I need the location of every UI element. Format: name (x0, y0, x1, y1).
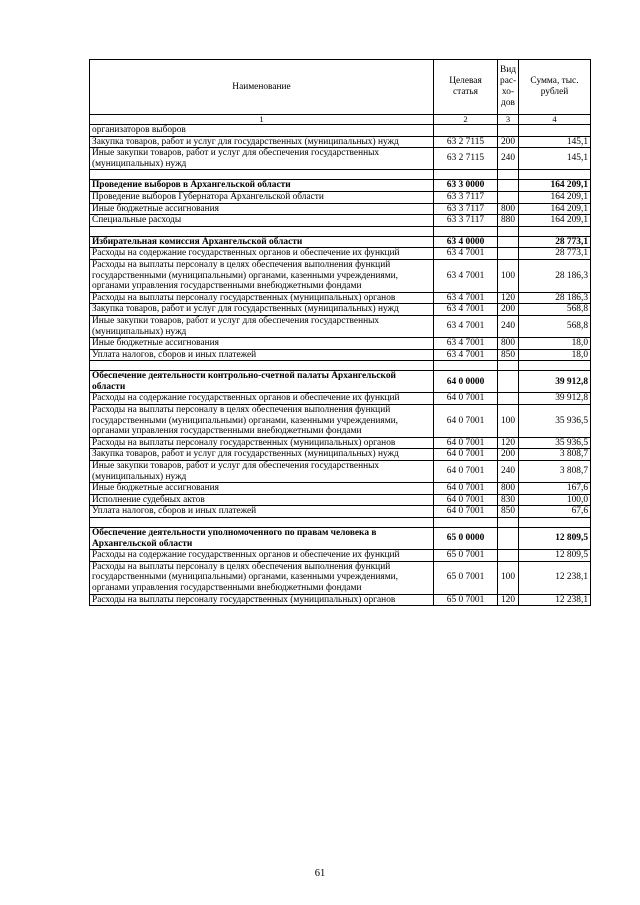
row-expense-type-cell: 200 (498, 304, 519, 316)
row-sum-cell: 167,6 (519, 483, 591, 495)
row-expense-type-cell: 200 (498, 136, 519, 148)
header-sum: Сумма, тыс. рублей (519, 60, 591, 115)
column-number: 3 (498, 115, 519, 125)
row-name-cell: Уплата налогов, сборов и иных платежей (90, 506, 434, 518)
row-name-cell: Иные бюджетные ассигнования (90, 203, 434, 215)
row-target-article-cell: 65 0 0000 (434, 528, 498, 550)
row-name-cell: Расходы на содержание государственных органов и обеспечение их функций (90, 393, 434, 405)
table-row (90, 594, 591, 606)
empty-cell (434, 226, 498, 236)
row-expense-type-cell: 240 (498, 148, 519, 170)
row-target-article-cell: 63 4 7001 (434, 259, 498, 292)
row-expense-type-cell: 100 (498, 405, 519, 438)
row-name-cell: Иные бюджетные ассигнования (90, 483, 434, 495)
row-sum-cell: 39 912,8 (519, 393, 591, 405)
row-target-article-cell: 63 2 7115 (434, 136, 498, 148)
row-expense-type-cell (498, 236, 519, 248)
row-sum-cell (519, 125, 591, 137)
row-target-article-cell: 63 3 0000 (434, 180, 498, 192)
row-name-cell: Расходы на содержание государственных органов и обеспечение их функций (90, 550, 434, 562)
row-name-cell: Расходы на выплаты персоналу государственных (муниципальных) органов (90, 437, 434, 449)
empty-cell (498, 226, 519, 236)
empty-cell (498, 518, 519, 528)
row-sum-cell: 12 238,1 (519, 561, 591, 594)
row-sum-cell: 568,8 (519, 315, 591, 337)
empty-cell (519, 226, 591, 236)
row-sum-cell: 28 186,3 (519, 259, 591, 292)
row-name-cell: Иные закупки товаров, работ и услуг для обеспечения государственных (муниципальных) нужд (90, 461, 434, 483)
row-target-article-cell: 64 0 7001 (434, 405, 498, 438)
row-expense-type-cell (498, 248, 519, 260)
table-row (90, 236, 591, 248)
row-name-cell: Проведение выборов Губернатора Архангельской области (90, 191, 434, 203)
row-name-cell: Закупка товаров, работ и услуг для государственных (муниципальных) нужд (90, 449, 434, 461)
row-target-article-cell: 63 2 7115 (434, 148, 498, 170)
empty-cell (498, 361, 519, 371)
table-row (90, 292, 591, 304)
row-name-cell: Расходы на выплаты персоналу в целях обеспечения выполнения функций государственными (муниципальными) органами, казенными учреждениями, органами управления государственными внебюджетными фондами (90, 405, 434, 438)
row-expense-type-cell (498, 371, 519, 393)
row-target-article-cell: 64 0 7001 (434, 494, 498, 506)
row-name-cell: Расходы на выплаты персоналу в целях обеспечения выполнения функций государственными (муниципальными) органами, казенными учреждениями, органами управления государственными внебюджетными фондами (90, 561, 434, 594)
row-expense-type-cell: 850 (498, 506, 519, 518)
row-target-article-cell: 63 4 7001 (434, 349, 498, 361)
empty-cell (90, 226, 434, 236)
row-target-article-cell: 63 4 7001 (434, 304, 498, 316)
row-target-article-cell: 65 0 7001 (434, 550, 498, 562)
column-number: 1 (90, 115, 434, 125)
row-sum-cell: 164 209,1 (519, 191, 591, 203)
empty-cell (498, 170, 519, 180)
table-row (90, 528, 591, 550)
table-row (90, 215, 591, 227)
table-header-row (90, 60, 591, 115)
row-sum-cell: 28 186,3 (519, 292, 591, 304)
row-expense-type-cell: 100 (498, 259, 519, 292)
header-name: Наименование (90, 60, 434, 115)
table-row (90, 561, 591, 594)
row-expense-type-cell (498, 125, 519, 137)
row-sum-cell: 164 209,1 (519, 203, 591, 215)
document-page (89, 59, 590, 606)
row-target-article-cell: 63 4 7001 (434, 315, 498, 337)
table-row (90, 125, 591, 137)
row-sum-cell: 28 773,1 (519, 236, 591, 248)
row-sum-cell: 35 936,5 (519, 437, 591, 449)
row-sum-cell: 28 773,1 (519, 248, 591, 260)
row-sum-cell: 18,0 (519, 349, 591, 361)
row-name-cell: Исполнение судебных актов (90, 494, 434, 506)
table-row (90, 461, 591, 483)
column-number: 4 (519, 115, 591, 125)
header-target-article: Целевая статья (434, 60, 498, 115)
row-expense-type-cell: 830 (498, 494, 519, 506)
row-name-cell: Иные закупки товаров, работ и услуг для обеспечения государственных (муниципальных) нужд (90, 315, 434, 337)
row-target-article-cell: 64 0 7001 (434, 437, 498, 449)
row-expense-type-cell: 880 (498, 215, 519, 227)
table-row (90, 180, 591, 192)
table-row (90, 191, 591, 203)
row-sum-cell: 39 912,8 (519, 371, 591, 393)
table-row (90, 203, 591, 215)
row-target-article-cell: 65 0 7001 (434, 594, 498, 606)
table-row (90, 449, 591, 461)
row-expense-type-cell: 200 (498, 449, 519, 461)
row-name-cell: Обеспечение деятельности контрольно-счетной палаты Архангельской области (90, 371, 434, 393)
table-body (90, 125, 591, 606)
row-sum-cell: 3 808,7 (519, 449, 591, 461)
row-sum-cell: 145,1 (519, 136, 591, 148)
row-expense-type-cell: 850 (498, 349, 519, 361)
table-row (90, 506, 591, 518)
row-sum-cell: 164 209,1 (519, 215, 591, 227)
table-row (90, 483, 591, 495)
row-sum-cell: 12 809,5 (519, 550, 591, 562)
row-name-cell: Проведение выборов в Архангельской области (90, 180, 434, 192)
table-row (90, 361, 591, 371)
row-target-article-cell (434, 125, 498, 137)
row-expense-type-cell (498, 180, 519, 192)
table-row (90, 338, 591, 350)
row-target-article-cell: 63 4 7001 (434, 338, 498, 350)
row-expense-type-cell (498, 191, 519, 203)
row-name-cell: Уплата налогов, сборов и иных платежей (90, 349, 434, 361)
table-row (90, 315, 591, 337)
row-name-cell: Расходы на выплаты персоналу государственных (муниципальных) органов (90, 292, 434, 304)
row-name-cell: Специальные расходы (90, 215, 434, 227)
empty-cell (434, 518, 498, 528)
row-sum-cell: 100,0 (519, 494, 591, 506)
row-target-article-cell: 65 0 7001 (434, 561, 498, 594)
row-sum-cell: 12 809,5 (519, 528, 591, 550)
table-row (90, 148, 591, 170)
row-sum-cell: 12 238,1 (519, 594, 591, 606)
table-row (90, 349, 591, 361)
row-target-article-cell: 64 0 0000 (434, 371, 498, 393)
table-row (90, 304, 591, 316)
row-target-article-cell: 63 3 7117 (434, 203, 498, 215)
table-row (90, 136, 591, 148)
row-name-cell: Закупка товаров, работ и услуг для государственных (муниципальных) нужд (90, 136, 434, 148)
row-name-cell: организаторов выборов (90, 125, 434, 137)
empty-cell (519, 170, 591, 180)
row-name-cell: Обеспечение деятельности уполномоченного по правам человека в Архангельской области (90, 528, 434, 550)
row-expense-type-cell: 120 (498, 292, 519, 304)
row-target-article-cell: 63 3 7117 (434, 215, 498, 227)
row-name-cell: Расходы на содержание государственных органов и обеспечение их функций (90, 248, 434, 260)
row-target-article-cell: 63 4 7001 (434, 292, 498, 304)
empty-cell (519, 518, 591, 528)
table-row (90, 518, 591, 528)
row-target-article-cell: 64 0 7001 (434, 506, 498, 518)
row-target-article-cell: 63 4 7001 (434, 248, 498, 260)
row-sum-cell: 35 936,5 (519, 405, 591, 438)
row-target-article-cell: 63 3 7117 (434, 191, 498, 203)
row-target-article-cell: 64 0 7001 (434, 393, 498, 405)
empty-cell (519, 361, 591, 371)
column-number-row (90, 115, 591, 125)
row-sum-cell: 145,1 (519, 148, 591, 170)
row-expense-type-cell (498, 550, 519, 562)
row-expense-type-cell: 800 (498, 203, 519, 215)
table-row (90, 259, 591, 292)
empty-cell (434, 170, 498, 180)
row-expense-type-cell: 800 (498, 483, 519, 495)
row-sum-cell: 3 808,7 (519, 461, 591, 483)
row-expense-type-cell (498, 393, 519, 405)
row-expense-type-cell: 800 (498, 338, 519, 350)
table-row (90, 393, 591, 405)
row-name-cell: Избирательная комиссия Архангельской области (90, 236, 434, 248)
row-expense-type-cell: 240 (498, 461, 519, 483)
header-expense-type: Вид рас-хо-дов (498, 60, 519, 115)
row-expense-type-cell: 100 (498, 561, 519, 594)
row-target-article-cell: 64 0 7001 (434, 483, 498, 495)
row-sum-cell: 67,6 (519, 506, 591, 518)
row-expense-type-cell: 120 (498, 437, 519, 449)
row-target-article-cell: 63 4 0000 (434, 236, 498, 248)
row-name-cell: Расходы на выплаты персоналу государственных (муниципальных) органов (90, 594, 434, 606)
page-number: 61 (314, 868, 326, 879)
row-target-article-cell: 64 0 7001 (434, 461, 498, 483)
row-sum-cell: 164 209,1 (519, 180, 591, 192)
empty-cell (90, 170, 434, 180)
table-row (90, 371, 591, 393)
table-row (90, 405, 591, 438)
empty-cell (90, 518, 434, 528)
empty-cell (434, 361, 498, 371)
row-name-cell: Закупка товаров, работ и услуг для государственных (муниципальных) нужд (90, 304, 434, 316)
row-name-cell: Расходы на выплаты персоналу в целях обеспечения выполнения функций государственными (муниципальными) органами, казенными учреждениями, органами управления государственными внебюджетными фондами (90, 259, 434, 292)
budget-table (89, 59, 591, 606)
row-expense-type-cell: 240 (498, 315, 519, 337)
table-row (90, 437, 591, 449)
row-name-cell: Иные закупки товаров, работ и услуг для обеспечения государственных (муниципальных) нужд (90, 148, 434, 170)
row-name-cell: Иные бюджетные ассигнования (90, 338, 434, 350)
table-row (90, 170, 591, 180)
table-row (90, 494, 591, 506)
table-row (90, 550, 591, 562)
table-row (90, 226, 591, 236)
row-expense-type-cell: 120 (498, 594, 519, 606)
row-sum-cell: 18,0 (519, 338, 591, 350)
empty-cell (90, 361, 434, 371)
row-target-article-cell: 64 0 7001 (434, 449, 498, 461)
column-number: 2 (434, 115, 498, 125)
row-expense-type-cell (498, 528, 519, 550)
row-sum-cell: 568,8 (519, 304, 591, 316)
table-row (90, 248, 591, 260)
